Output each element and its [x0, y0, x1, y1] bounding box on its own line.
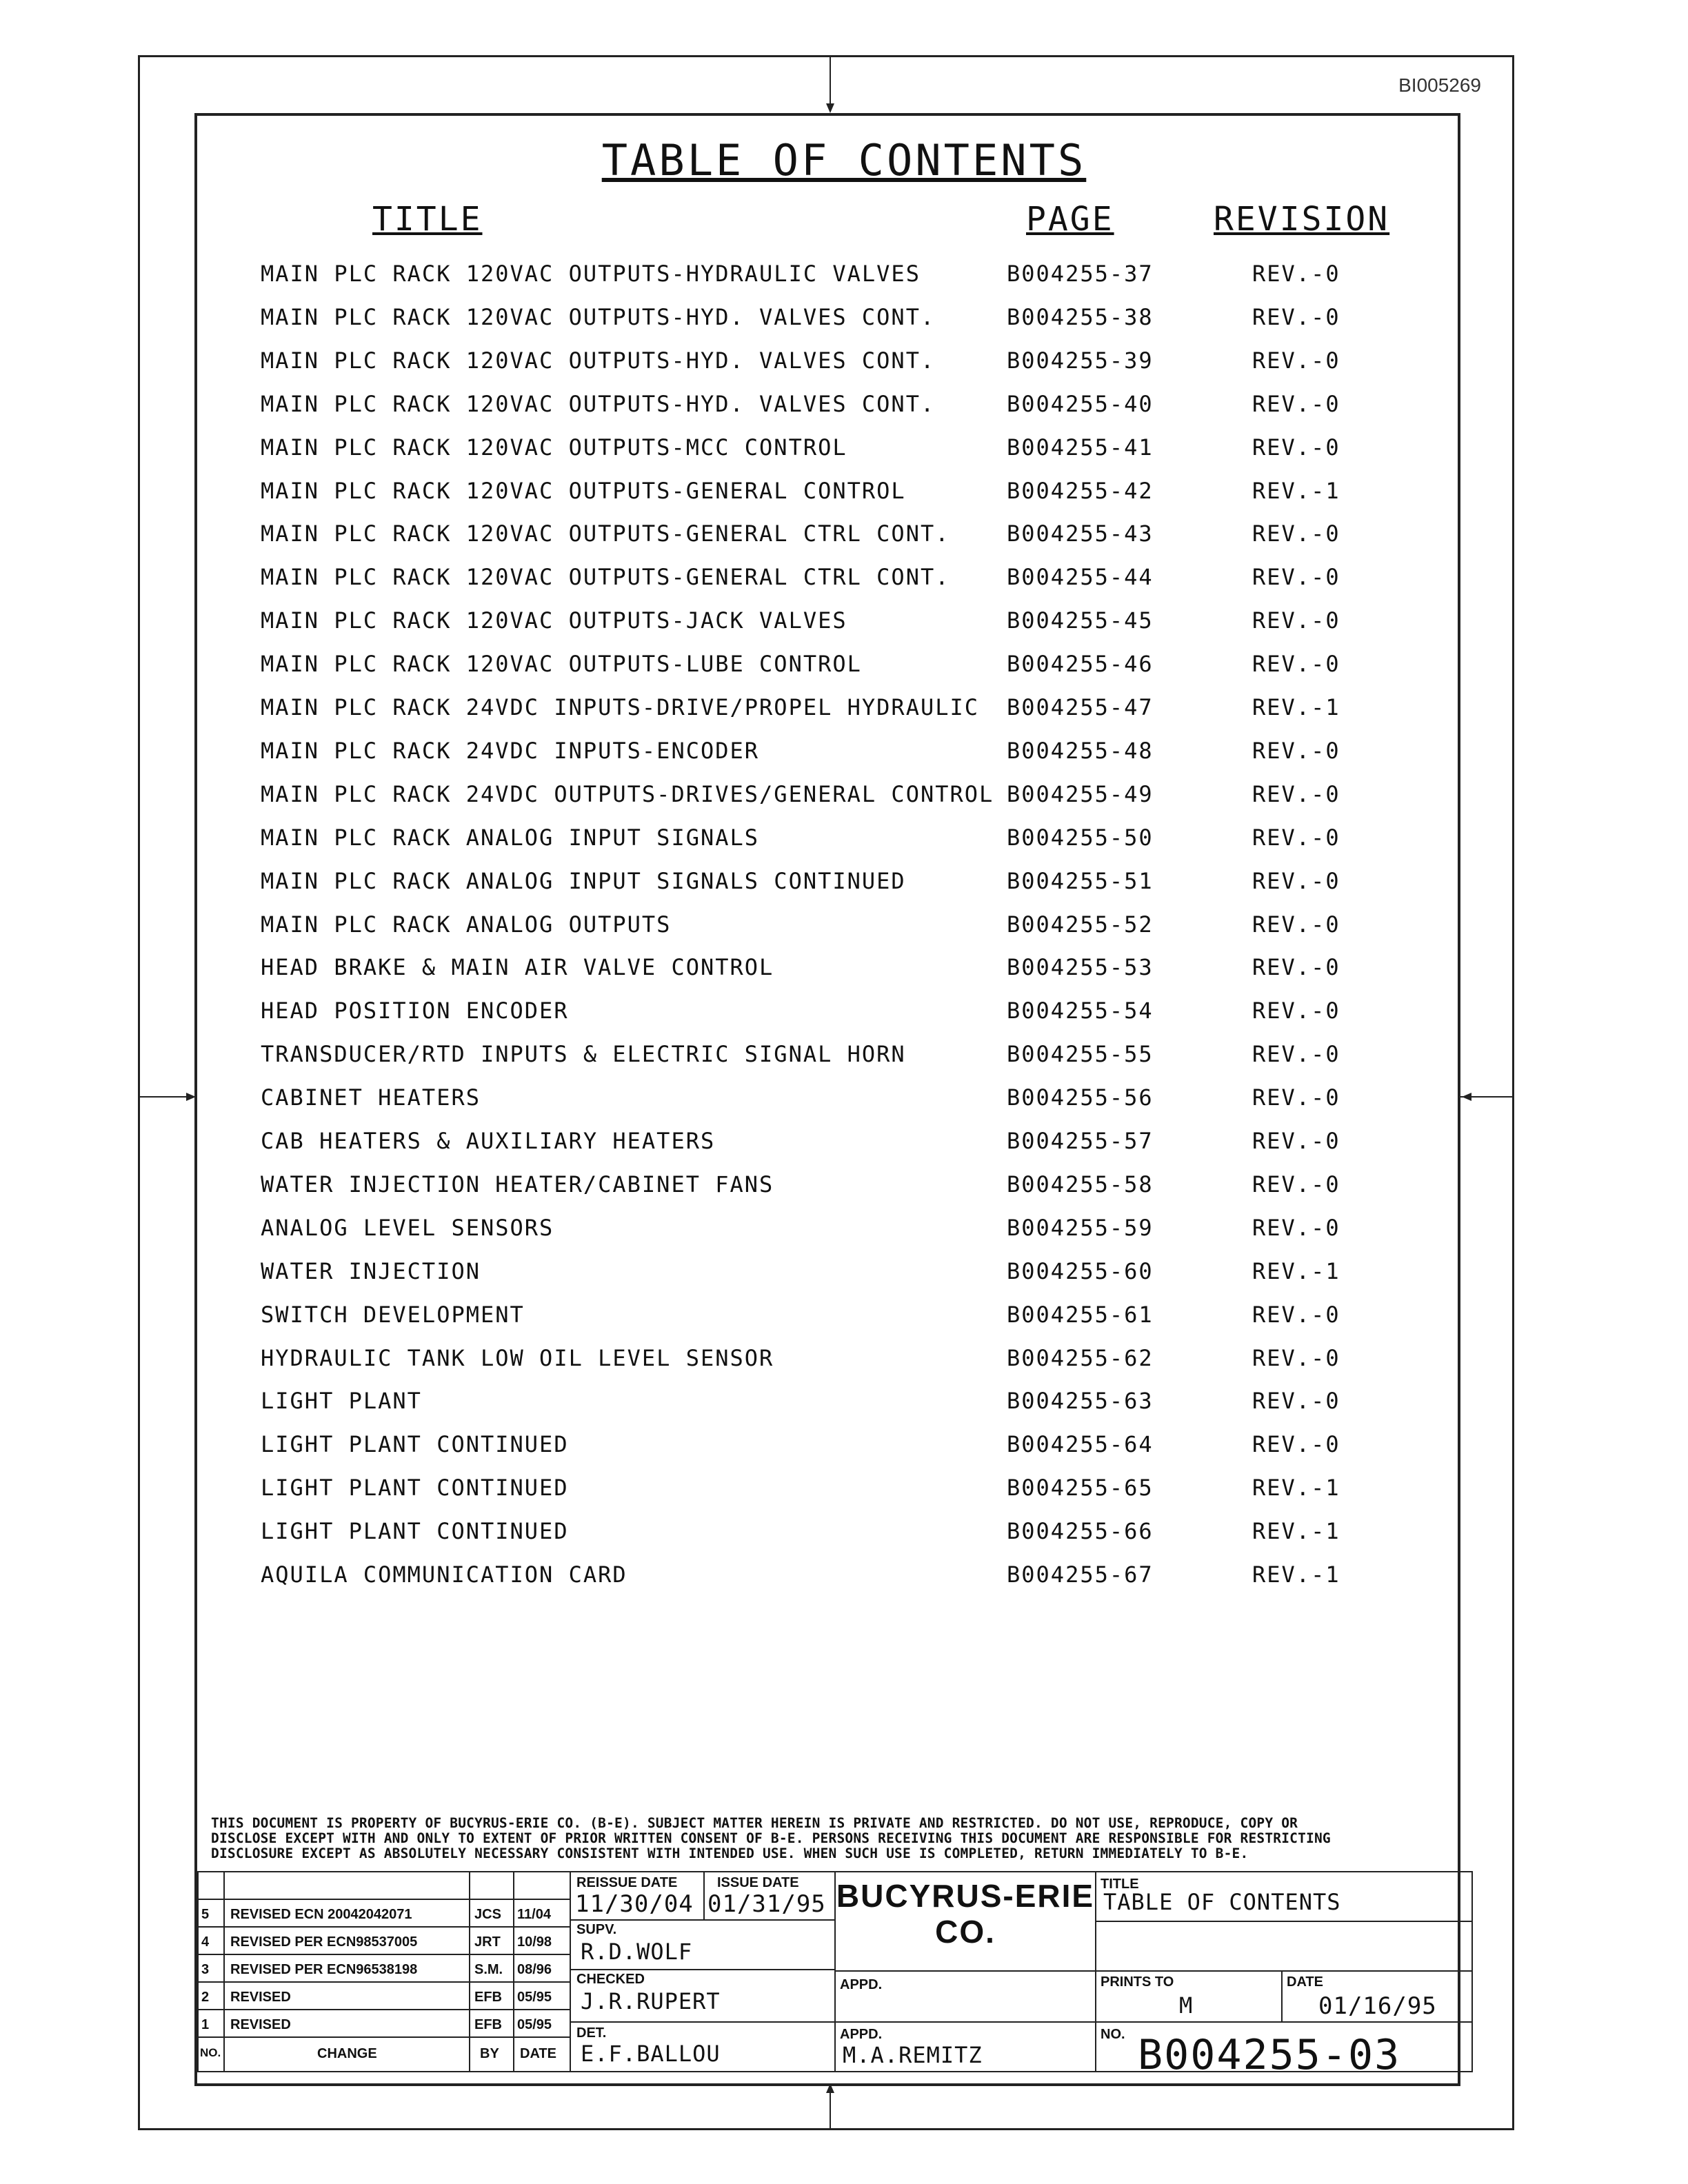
toc-row	[0, 391, 1688, 418]
toc-row	[0, 434, 1688, 462]
toc-revision: REV.-0	[1252, 867, 1340, 894]
toc-page: B004255-44	[1007, 564, 1154, 591]
toc-title: MAIN PLC RACK 120VAC OUTPUTS-GENERAL CONTROL	[261, 477, 906, 504]
toc-title: MAIN PLC RACK 120VAC OUTPUTS-HYDRAULIC VALVES	[261, 261, 921, 287]
toc-row	[0, 478, 1688, 505]
number-label: NO.	[1101, 2027, 1125, 2042]
rev-change: REVISED PER ECN96538198	[230, 1962, 418, 1977]
toc-page: B004255-51	[1007, 867, 1154, 894]
rev-by: EFB	[474, 1990, 502, 2005]
toc-page: B004255-55	[1007, 1041, 1154, 1068]
toc-revision: REV.-0	[1252, 607, 1340, 634]
toc-title: MAIN PLC RACK 120VAC OUTPUTS-GENERAL CTRL CONT.	[261, 520, 950, 547]
issue-date: 01/31/95	[707, 1890, 826, 1918]
det-name: E.F.BALLOU	[581, 2041, 721, 2067]
date-label: DATE	[1287, 1974, 1323, 1990]
appd-label-2: APPD.	[840, 2027, 883, 2042]
toc-title: MAIN PLC RACK 120VAC OUTPUTS-JACK VALVES	[261, 607, 847, 634]
rev-no: 4	[201, 1934, 210, 1950]
rev-date: 08/96	[517, 1962, 552, 1977]
rev-header-by: BY	[480, 2046, 499, 2061]
toc-title: CABINET HEATERS	[261, 1084, 481, 1111]
toc-row	[0, 1258, 1688, 1286]
toc-row	[0, 1475, 1688, 1502]
toc-title: MAIN PLC RACK 120VAC OUTPUTS-GENERAL CTRL CONT.	[261, 564, 950, 591]
rev-header-change: CHANGE	[317, 2046, 377, 2061]
toc-page: B004255-38	[1007, 303, 1154, 330]
toc-page: B004255-40	[1007, 390, 1154, 417]
toc-page: B004255-56	[1007, 1084, 1154, 1111]
document-id: BI005269	[1398, 74, 1481, 96]
toc-page: B004255-64	[1007, 1431, 1154, 1458]
toc-page: B004255-53	[1007, 954, 1154, 981]
toc-title: ANALOG LEVEL SENSORS	[261, 1214, 554, 1241]
toc-page: B004255-42	[1007, 477, 1154, 504]
toc-title: MAIN PLC RACK ANALOG INPUT SIGNALS	[261, 824, 760, 851]
toc-revision: REV.-0	[1252, 1128, 1340, 1154]
toc-page: B004255-47	[1007, 694, 1154, 720]
toc-row	[0, 1084, 1688, 1112]
toc-title: MAIN PLC RACK 24VDC INPUTS-DRIVE/PROPEL HYDRAULIC	[261, 694, 980, 720]
rev-change: REVISED PER ECN98537005	[230, 1934, 418, 1950]
toc-title: MAIN PLC RACK ANALOG OUTPUTS	[261, 911, 672, 938]
toc-revision: REV.-0	[1252, 1301, 1340, 1328]
checked-label: CHECKED	[576, 1972, 645, 1987]
toc-revision: REV.-0	[1252, 1084, 1340, 1111]
toc-page: B004255-41	[1007, 434, 1154, 461]
drawing-date: 01/16/95	[1318, 1992, 1437, 2020]
toc-revision: REV.-0	[1252, 998, 1340, 1024]
toc-row	[0, 1171, 1688, 1199]
toc-row	[0, 1302, 1688, 1329]
toc-row	[0, 347, 1688, 375]
toc-revision: REV.-0	[1252, 1344, 1340, 1371]
page-title: TABLE OF CONTENTS	[601, 135, 1087, 185]
toc-title: MAIN PLC RACK 24VDC INPUTS-ENCODER	[261, 737, 760, 764]
toc-row	[0, 261, 1688, 288]
disclaimer-line: DISCLOSURE EXCEPT AS ABSOLUTELY NECESSARY CONSISTENT WITH INTENDED USE. WHEN SUCH USE IS COMPLETED, RETURN IMMEDIATELY TO B-E.	[211, 1846, 1249, 1861]
toc-title: LIGHT PLANT CONTINUED	[261, 1518, 569, 1545]
toc-revision: REV.-1	[1252, 1518, 1340, 1545]
toc-revision: REV.-0	[1252, 1214, 1340, 1241]
toc-row	[0, 304, 1688, 332]
toc-title: WATER INJECTION HEATER/CABINET FANS	[261, 1171, 774, 1197]
rev-change: REVISED ECN 20042042071	[230, 1907, 412, 1922]
toc-title: AQUILA COMMUNICATION CARD	[261, 1561, 627, 1588]
toc-revision: REV.-0	[1252, 564, 1340, 591]
top-center-mark	[830, 55, 831, 109]
rev-no: 5	[201, 1907, 210, 1922]
rev-by: S.M.	[474, 1962, 503, 1977]
rev-by: JRT	[474, 1934, 501, 1950]
toc-title: MAIN PLC RACK 120VAC OUTPUTS-MCC CONTROL	[261, 434, 847, 461]
toc-row	[0, 954, 1688, 982]
toc-row	[0, 694, 1688, 722]
disclaimer	[211, 1816, 1445, 1861]
toc-page: B004255-49	[1007, 780, 1154, 807]
toc-title: HEAD POSITION ENCODER	[261, 998, 569, 1024]
issue-date-label: ISSUE DATE	[717, 1875, 799, 1890]
company-name	[834, 1878, 1096, 1950]
toc-revision: REV.-0	[1252, 261, 1340, 287]
rev-header-no: NO.	[200, 2046, 221, 2059]
rev-by: EFB	[474, 2017, 502, 2032]
toc-revision: REV.-0	[1252, 1431, 1340, 1458]
toc-row	[0, 781, 1688, 809]
toc-revision: REV.-0	[1252, 780, 1340, 807]
toc-page: B004255-67	[1007, 1561, 1154, 1588]
checked-name: J.R.RUPERT	[581, 1988, 721, 2014]
toc-page: B004255-54	[1007, 998, 1154, 1024]
toc-page: B004255-60	[1007, 1257, 1154, 1284]
toc-row	[0, 1041, 1688, 1069]
toc-title: MAIN PLC RACK 120VAC OUTPUTS-HYD. VALVES CONT.	[261, 347, 936, 374]
rev-change: REVISED	[230, 2017, 291, 2032]
company-name-line2: CO.	[935, 1914, 996, 1950]
disclaimer-line: DISCLOSE EXCEPT WITH AND ONLY TO EXTENT OF PRIOR WRITTEN CONSENT OF B-E. PERSONS RECEIVING THIS DOCUMENT ARE RESPONSIBLE FOR RESTRICTING	[211, 1830, 1331, 1846]
toc-revision: REV.-0	[1252, 520, 1340, 547]
drawing-title: TABLE OF CONTENTS	[1103, 1889, 1341, 1915]
company-name-line1: BUCYRUS-ERIE	[836, 1878, 1095, 1914]
column-header-page: PAGE	[1026, 200, 1114, 239]
toc-row	[0, 1345, 1688, 1373]
toc-row	[0, 868, 1688, 896]
toc-row	[0, 1518, 1688, 1546]
toc-revision: REV.-0	[1252, 1388, 1340, 1415]
toc-title: LIGHT PLANT CONTINUED	[261, 1475, 569, 1502]
toc-revision: REV.-1	[1252, 1257, 1340, 1284]
rev-header-date: DATE	[520, 2046, 556, 2061]
toc-title: WATER INJECTION	[261, 1257, 481, 1284]
toc-row	[0, 1215, 1688, 1242]
toc-page: B004255-43	[1007, 520, 1154, 547]
toc-row	[0, 911, 1688, 939]
toc-title: CAB HEATERS & AUXILIARY HEATERS	[261, 1128, 716, 1154]
toc-revision: REV.-0	[1252, 303, 1340, 330]
toc-row	[0, 1561, 1688, 1589]
reissue-date-label: REISSUE DATE	[576, 1875, 678, 1890]
toc-title: MAIN PLC RACK 120VAC OUTPUTS-LUBE CONTROL	[261, 651, 862, 678]
toc-page: B004255-65	[1007, 1475, 1154, 1502]
toc-page: B004255-45	[1007, 607, 1154, 634]
toc-title: TRANSDUCER/RTD INPUTS & ELECTRIC SIGNAL HORN	[261, 1041, 906, 1068]
toc-revision: REV.-0	[1252, 824, 1340, 851]
rev-by: JCS	[474, 1907, 501, 1922]
toc-page: B004255-66	[1007, 1518, 1154, 1545]
det-label: DET.	[576, 2025, 607, 2041]
toc-revision: REV.-0	[1252, 911, 1340, 938]
toc-row	[0, 651, 1688, 678]
toc-title: MAIN PLC RACK 24VDC OUTPUTS-DRIVES/GENERAL CONTROL	[261, 780, 994, 807]
toc-revision: REV.-1	[1252, 694, 1340, 720]
supv-name: R.D.WOLF	[581, 1939, 693, 1965]
toc-row	[0, 1128, 1688, 1155]
rev-change: REVISED	[230, 1990, 291, 2005]
toc-title: HYDRAULIC TANK LOW OIL LEVEL SENSOR	[261, 1344, 774, 1371]
supv-label: SUPV.	[576, 1922, 617, 1937]
appd-label-1: APPD.	[840, 1977, 883, 1992]
prints-to: M	[1179, 1992, 1194, 2019]
toc-row	[0, 564, 1688, 592]
toc-row	[0, 607, 1688, 635]
toc-row	[0, 1431, 1688, 1459]
toc-revision: REV.-0	[1252, 347, 1340, 374]
bottom-arrow-icon	[826, 2083, 834, 2093]
rev-date: 05/95	[517, 2017, 552, 2032]
top-arrow-icon	[826, 103, 834, 113]
toc-revision: REV.-0	[1252, 1041, 1340, 1068]
toc-title: MAIN PLC RACK 120VAC OUTPUTS-HYD. VALVES CONT.	[261, 303, 936, 330]
rev-date: 05/95	[517, 1990, 552, 2005]
toc-page: B004255-59	[1007, 1214, 1154, 1241]
toc-page: B004255-46	[1007, 651, 1154, 678]
toc-revision: REV.-0	[1252, 954, 1340, 981]
toc-revision: REV.-0	[1252, 1171, 1340, 1197]
toc-revision: REV.-0	[1252, 737, 1340, 764]
toc-title: LIGHT PLANT	[261, 1388, 422, 1415]
toc-row	[0, 998, 1688, 1025]
rev-date: 11/04	[517, 1907, 551, 1922]
toc-title: MAIN PLC RACK 120VAC OUTPUTS-HYD. VALVES CONT.	[261, 390, 936, 417]
toc-revision: REV.-1	[1252, 1561, 1340, 1588]
toc-title: SWITCH DEVELOPMENT	[261, 1301, 525, 1328]
toc-page: B004255-50	[1007, 824, 1154, 851]
toc-page: B004255-61	[1007, 1301, 1154, 1328]
rev-no: 3	[201, 1962, 210, 1977]
toc-page: B004255-57	[1007, 1128, 1154, 1154]
toc-row	[0, 738, 1688, 765]
toc-revision: REV.-1	[1252, 477, 1340, 504]
toc-title: LIGHT PLANT CONTINUED	[261, 1431, 569, 1458]
disclaimer-line: THIS DOCUMENT IS PROPERTY OF BUCYRUS-ERIE CO. (B-E). SUBJECT MATTER HEREIN IS PRIVATE AND RESTRICTED. DO NOT USE, REPRODUCE, COPY OR	[211, 1815, 1298, 1831]
toc-page: B004255-48	[1007, 737, 1154, 764]
toc-title: MAIN PLC RACK ANALOG INPUT SIGNALS CONTINUED	[261, 867, 906, 894]
toc-page: B004255-62	[1007, 1344, 1154, 1371]
column-header-title: TITLE	[372, 200, 483, 239]
reissue-date: 11/30/04	[575, 1890, 694, 1918]
toc-title: HEAD BRAKE & MAIN AIR VALVE CONTROL	[261, 954, 774, 981]
toc-row	[0, 520, 1688, 548]
rev-no: 2	[201, 1990, 210, 2005]
title-label: TITLE	[1101, 1877, 1139, 1892]
toc-revision: REV.-0	[1252, 390, 1340, 417]
toc-revision: REV.-1	[1252, 1475, 1340, 1502]
toc-revision: REV.-0	[1252, 434, 1340, 461]
drawing-number: B004255-03	[1138, 2031, 1401, 2079]
toc-revision: REV.-0	[1252, 651, 1340, 678]
toc-page: B004255-63	[1007, 1388, 1154, 1415]
toc-row	[0, 1388, 1688, 1415]
toc-page: B004255-39	[1007, 347, 1154, 374]
toc-row	[0, 825, 1688, 852]
toc-page: B004255-37	[1007, 261, 1154, 287]
rev-no: 1	[201, 2017, 210, 2032]
appd-name: M.A.REMITZ	[843, 2042, 983, 2068]
toc-page: B004255-58	[1007, 1171, 1154, 1197]
toc-page: B004255-52	[1007, 911, 1154, 938]
column-header-revision: REVISION	[1214, 200, 1390, 239]
rev-date: 10/98	[517, 1934, 552, 1950]
prints-to-label: PRINTS TO	[1101, 1974, 1174, 1990]
